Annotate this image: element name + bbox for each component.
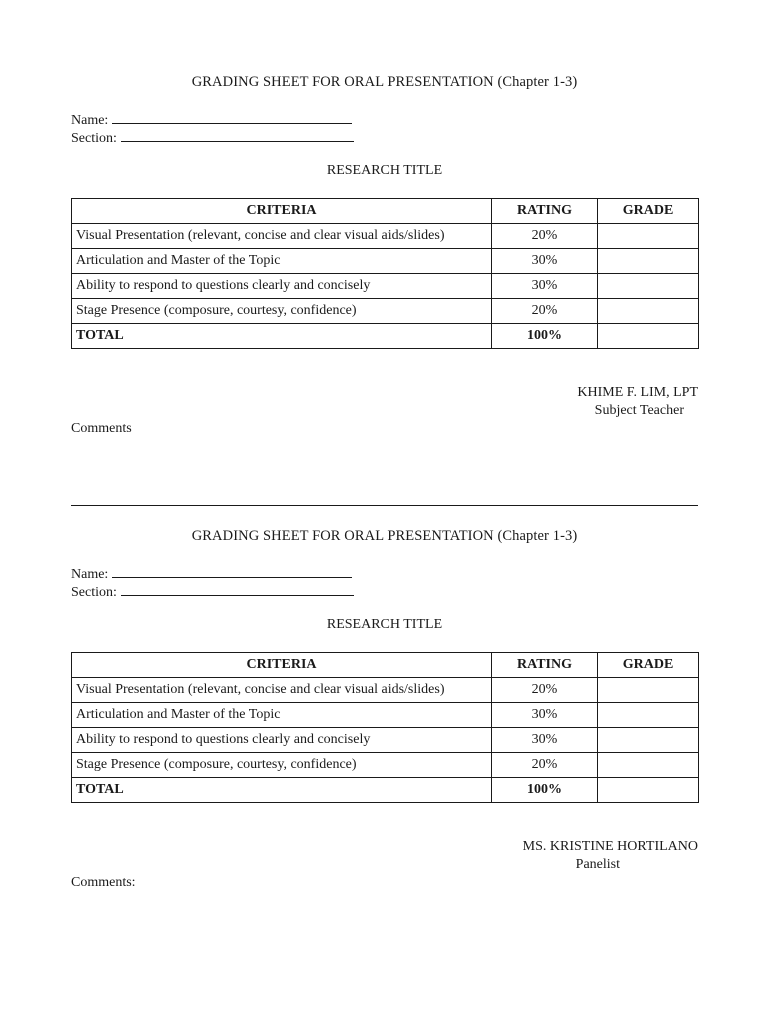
sheet-title: GRADING SHEET FOR ORAL PRESENTATION (Chapter 1-3) [191, 528, 578, 544]
header-criteria: CRITERIA [72, 653, 492, 678]
table-row [72, 703, 699, 728]
rating-cell: 30% [492, 274, 598, 299]
total-label: TOTAL [72, 778, 492, 803]
criteria-cell: Ability to respond to questions clearly and concisely [72, 274, 492, 299]
table-row [72, 274, 699, 299]
table-row [72, 299, 699, 324]
grading-sheet-2 [71, 526, 698, 892]
table-row [72, 249, 699, 274]
signatory-block [71, 384, 698, 420]
table-row [72, 728, 699, 753]
table-row [72, 224, 699, 249]
name-blank-line[interactable] [112, 563, 352, 578]
grade-cell[interactable] [598, 224, 699, 249]
header-grade: GRADE [598, 199, 699, 224]
total-row [72, 778, 699, 803]
criteria-cell: Visual Presentation (relevant, concise and clear visual aids/slides) [72, 224, 492, 249]
grade-cell[interactable] [598, 728, 699, 753]
criteria-table [71, 652, 699, 803]
name-field [71, 109, 698, 127]
section-field [71, 581, 698, 599]
total-label: TOTAL [72, 324, 492, 349]
research-title: RESEARCH TITLE [326, 617, 443, 632]
criteria-cell: Articulation and Master of the Topic [72, 703, 492, 728]
rating-cell: 20% [492, 753, 598, 778]
grade-cell[interactable] [598, 678, 699, 703]
signatory-role: Subject Teacher [594, 403, 684, 418]
criteria-cell: Articulation and Master of the Topic [72, 249, 492, 274]
rating-cell: 30% [492, 249, 598, 274]
criteria-cell: Stage Presence (composure, courtesy, confidence) [72, 299, 492, 324]
criteria-cell: Visual Presentation (relevant, concise and clear visual aids/slides) [72, 678, 492, 703]
rating-cell: 20% [492, 224, 598, 249]
section-blank-line[interactable] [121, 581, 354, 596]
sheet-title: GRADING SHEET FOR ORAL PRESENTATION (Chapter 1-3) [191, 74, 578, 90]
criteria-table [71, 198, 699, 349]
rating-cell: 20% [492, 678, 598, 703]
grade-cell[interactable] [598, 249, 699, 274]
table-header-row [72, 653, 699, 678]
signatory-role: Panelist [575, 857, 620, 872]
total-rating: 100% [492, 778, 598, 803]
rating-cell: 30% [492, 703, 598, 728]
signatory-name: MS. KRISTINE HORTILANO [522, 839, 698, 854]
research-title: RESEARCH TITLE [326, 163, 443, 178]
name-label: Name: [71, 113, 109, 128]
name-blank-line[interactable] [112, 109, 352, 124]
total-rating: 100% [492, 324, 598, 349]
signatory-name: KHIME F. LIM, LPT [577, 385, 698, 400]
signatory-block [71, 838, 698, 874]
section-label: Section: [71, 131, 117, 146]
section-blank-line[interactable] [121, 127, 354, 142]
table-header-row [72, 199, 699, 224]
criteria-cell: Stage Presence (composure, courtesy, confidence) [72, 753, 492, 778]
comments-label: Comments: [71, 875, 136, 890]
table-row [72, 753, 699, 778]
section-field [71, 127, 698, 145]
comments-label: Comments [71, 421, 132, 436]
name-label: Name: [71, 567, 109, 582]
header-rating: RATING [492, 653, 598, 678]
grading-sheet-1 [71, 72, 698, 438]
rating-cell: 30% [492, 728, 598, 753]
grade-cell[interactable] [598, 274, 699, 299]
sheet-divider [71, 505, 698, 506]
name-field [71, 563, 698, 581]
header-rating: RATING [492, 199, 598, 224]
grade-cell[interactable] [598, 299, 699, 324]
header-grade: GRADE [598, 653, 699, 678]
rating-cell: 20% [492, 299, 598, 324]
total-grade-cell[interactable] [598, 778, 699, 803]
grade-cell[interactable] [598, 703, 699, 728]
grade-cell[interactable] [598, 753, 699, 778]
criteria-cell: Ability to respond to questions clearly and concisely [72, 728, 492, 753]
section-label: Section: [71, 585, 117, 600]
header-criteria: CRITERIA [72, 199, 492, 224]
total-row [72, 324, 699, 349]
total-grade-cell[interactable] [598, 324, 699, 349]
table-row [72, 678, 699, 703]
